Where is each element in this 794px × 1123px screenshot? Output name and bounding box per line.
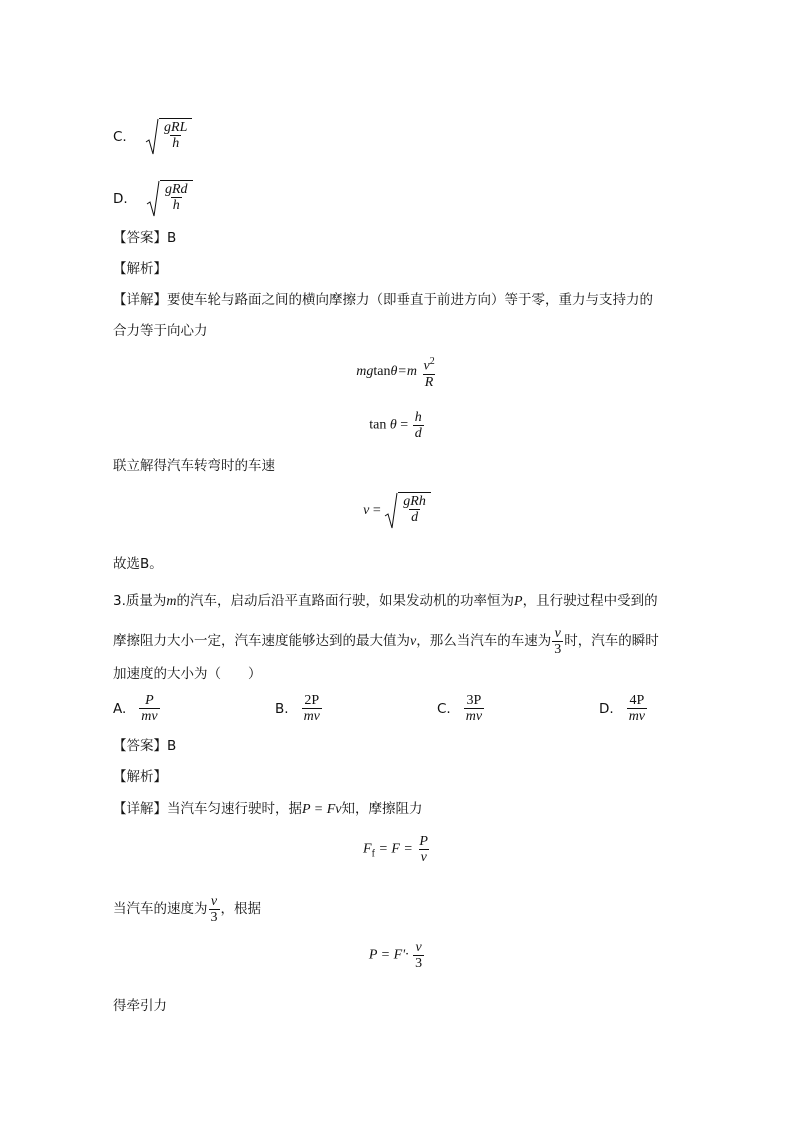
option-d-numerator: gRd [164,182,188,197]
option-c-denominator: h [172,136,180,151]
option-d-denominator: h [172,198,180,213]
equation-speed: v = $\frac{\text{gRh}}{d}$ [0,492,794,530]
equation-friction: $F_f = F$ = $\frac{P}{v}$ [363,834,428,865]
q2-detail-line1: 【详解】要使车轮与路面之间的横向摩擦力（即垂直于前进方向）等于零，重力与支持力的 [113,292,653,308]
q3-option-c[interactable]: C. $\frac{3P}{mv}$ [437,693,483,724]
q3-stem-line2: 摩擦阻力大小一定，汽车速度能够达到的最大值为v，那么当汽车的车速为 $\frac{v}{3}$ 时，汽车的瞬时 [113,625,659,657]
q3-speed-text: 当汽车的速度为 $\frac{v}{3}$ ，根据 [113,893,261,925]
option-c-sqrt [145,118,192,156]
q2-detail-line2: 合力等于向心力 [113,323,208,339]
q3-final-text: 得牵引力 [113,998,167,1014]
q3-stem-line3: 加速度的大小为（ ） [113,666,262,682]
option-d [113,180,193,218]
q2-conclusion: 故选B。 [113,556,163,572]
q3-detail: 【详解】当汽车匀速行驶时，据P = Fv知，摩擦阻力 [113,801,423,817]
q3-answer: 【答案】B [113,738,177,754]
option-d-label: D. [113,191,128,207]
q2-analysis: 【解析】 [113,261,167,277]
radical-sign [384,492,398,530]
option-c-label: C. [113,129,127,145]
q2-combine-text: 联立解得汽车转弯时的车速 [113,458,275,474]
q3-analysis: 【解析】 [113,769,167,785]
q3-option-b[interactable]: B. $\frac{2P}{mv}$ [275,693,320,724]
q3-stem-line1: 3.质量为m的汽车，启动后沿平直路面行驶，如果发动机的功率恒为P，且行驶过程中受到的 [113,593,658,609]
option-c-numerator: gRL [164,120,188,135]
option-c [113,118,192,156]
equation-power: P = F'· $\frac{v}{3}$ [368,940,423,971]
q3-option-a[interactable]: A. $\frac{P}{mv}$ [113,693,158,724]
radical-sign [146,180,160,218]
option-d-sqrt [146,180,193,218]
q3-option-d[interactable]: D. $\frac{4P}{mv}$ [599,693,646,724]
radical-sign [145,118,159,156]
equation-centripetal: mgtanθ=m $\frac{v^2}{R}$ [356,356,435,390]
equation-tan: tan θ = $\frac{h}{d}$ [369,410,422,441]
q2-answer: 【答案】B [113,230,177,246]
